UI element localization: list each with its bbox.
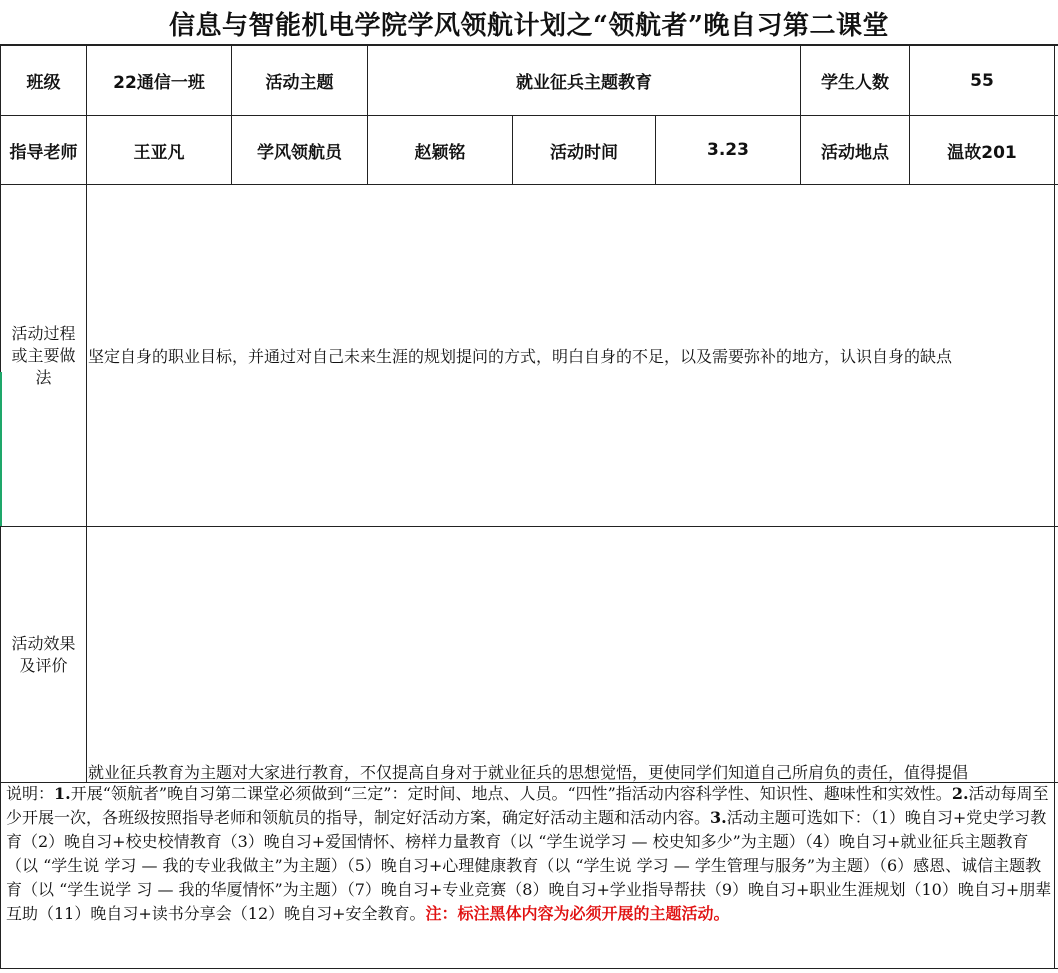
- border-bottom: [0, 968, 1058, 969]
- time-value[interactable]: 3.23: [707, 140, 749, 160]
- teacher-label: 指导老师: [9, 142, 78, 163]
- theme-value[interactable]: 就业征兵主题教育: [516, 73, 652, 93]
- notes-prefix: 说明：: [6, 784, 55, 803]
- notes-item-1: 开展“领航者”晚自习第二课堂必须做到“三定”：定时间、地点、人员。“四性”指活动内容科学性、知识性、趣味性和实效性。: [70, 784, 952, 803]
- border-right: [1054, 44, 1055, 969]
- theme-label: 活动主题: [265, 73, 334, 93]
- selection-marker: [0, 372, 2, 526]
- form-title: 信息与智能机电学院学风领航计划之“领航者”晚自习第二课堂: [169, 10, 889, 41]
- place-label: 活动地点: [821, 142, 889, 163]
- class-label: 班级: [26, 73, 61, 93]
- effect-label: 活动效果及评价: [11, 633, 76, 675]
- process-text[interactable]: 坚定自身的职业目标，并通过对自己未来生涯的规划提问的方式，明白自身的不足，以及需要弥补的地方，认识自身的缺点: [88, 347, 953, 366]
- time-label: 活动时间: [550, 142, 618, 163]
- notes-red-remark: 注：标注黑体内容为必须开展的主题活动。: [425, 904, 730, 923]
- border-row2-bottom: [0, 184, 1058, 185]
- process-label: 活动过程或主要做法: [11, 323, 76, 387]
- navigator-label: 学风领航员: [257, 142, 342, 163]
- class-value[interactable]: 22通信一班: [113, 73, 205, 93]
- student-count-value[interactable]: 55: [970, 70, 994, 91]
- teacher-value[interactable]: 王亚凡: [133, 142, 185, 163]
- notes-item-2: 活动每周至少开展一次，各班级按照指导老师和领航员的指导，制定好活动方案，确定好活动主题和活动内容。: [6, 784, 1049, 827]
- navigator-value[interactable]: 赵颖铭: [414, 142, 466, 163]
- effect-text[interactable]: 就业征兵教育为主题对大家进行教育，不仅提高自身对于就业征兵的思想觉悟，更使同学们知道自己所肩负的责任，值得提倡: [88, 763, 969, 782]
- notes-item-3: 活动主题可选如下：（1）晚自习+党史学习教育（2）晚自习+校史校情教育（3）晚自习+爱国情怀、榜样力量教育（以 “学生说学习 — 校史知多少”为主题）（4）晚自习+就业征兵主题教育（以 “学生说 学习 — 我的专业我做主”为主题）（5）晚自习+心理健康教育（以 “学生说 学习 — 学生管理与服务”为主题）（6）感恩、诚信主题教育（以 “学生说学 习 — 我的华厦情怀”为主题）（7）晚自习+专业竞赛（8）晚自习+学业指导帮扶（9）晚自习+职业生涯规划（10）晚自习+朋辈互助（11）晚自习+读书分享会（12）晚自习+安全教育。: [6, 808, 1052, 923]
- notes-num-3: 3.: [710, 808, 727, 827]
- instructions-notes: [6, 782, 1052, 926]
- place-value[interactable]: 温故201: [947, 142, 1017, 163]
- border-process-bottom: [0, 526, 1058, 527]
- notes-num-1: 1.: [54, 784, 71, 803]
- notes-num-2: 2.: [951, 784, 969, 803]
- student-count-label: 学生人数: [821, 73, 889, 93]
